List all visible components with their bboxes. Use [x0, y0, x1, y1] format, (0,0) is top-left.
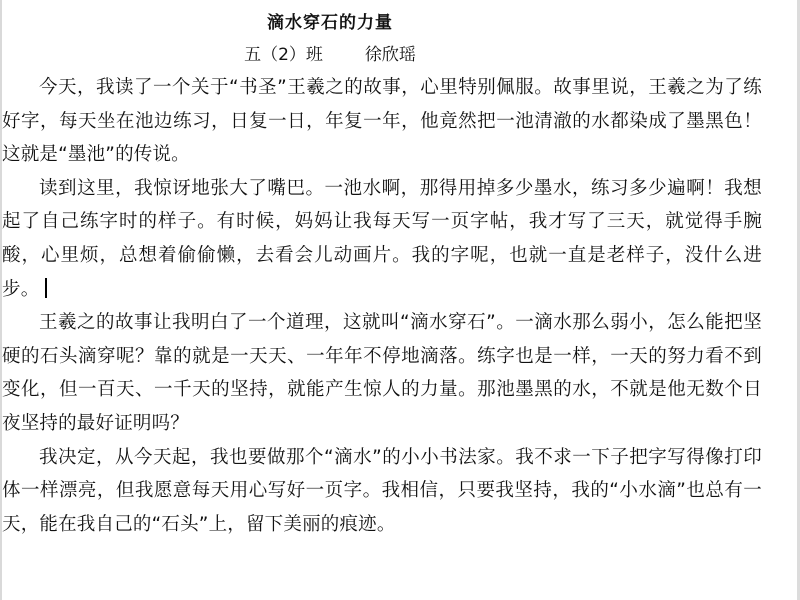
paragraph-1-text: 今天，我读了一个关于“书圣”王羲之的故事，心里特别佩服。故事里说，王羲之为了练好字，每天坐在池边练习，日复一日，年复一年，他竟然把一池清澈的水都染成了墨黑色！这就是“墨池”的传说。 [2, 77, 762, 166]
text-cursor [45, 278, 47, 298]
paragraph-4[interactable] [2, 441, 762, 542]
paragraph-3[interactable] [2, 306, 762, 440]
document-title: 滴水穿石的力量 [267, 13, 393, 33]
paragraph-4-text: 我决定，从今天起，我也要做那个“滴水”的小小书法家。我不求一下子把字写得像打印体一样漂亮，但我愿意每天用心写好一页字。我相信，只要我坚持，我的“小水滴”也总有一天，能在我自己的“石头”上，留下美丽的痕迹。 [2, 446, 762, 535]
document-body[interactable] [2, 71, 762, 541]
byline [0, 44, 660, 66]
paragraph-2-text: 读到这里，我惊讶地张大了嘴巴。一池水啊，那得用掉多少墨水，练习多少遍啊！我想起了自己练字时的样子。有时候，妈妈让我每天写一页字帖，我才写了三天，就觉得手腕酸，心里烦，总想着偷偷懒，去看会儿动画片。我的字呢，也就一直是老样子，没什么进步。 [2, 177, 762, 300]
author-name: 徐欣瑶 [364, 45, 416, 65]
paragraph-3-text: 王羲之的故事让我明白了一个道理，这就叫“滴水穿石”。一滴水那么弱小，怎么能把坚硬的石头滴穿呢？靠的就是一天天、一年年不停地滴落。练字也是一样，一天的努力看不到变化，但一百天、一千天的坚持，就能产生惊人的力量。那池墨黑的水，不就是他无数个日夜坚持的最好证明吗？ [2, 312, 762, 434]
class-name: 五（2）班 [244, 45, 323, 65]
paragraph-2[interactable] [2, 172, 762, 306]
paragraph-1[interactable] [2, 71, 762, 172]
